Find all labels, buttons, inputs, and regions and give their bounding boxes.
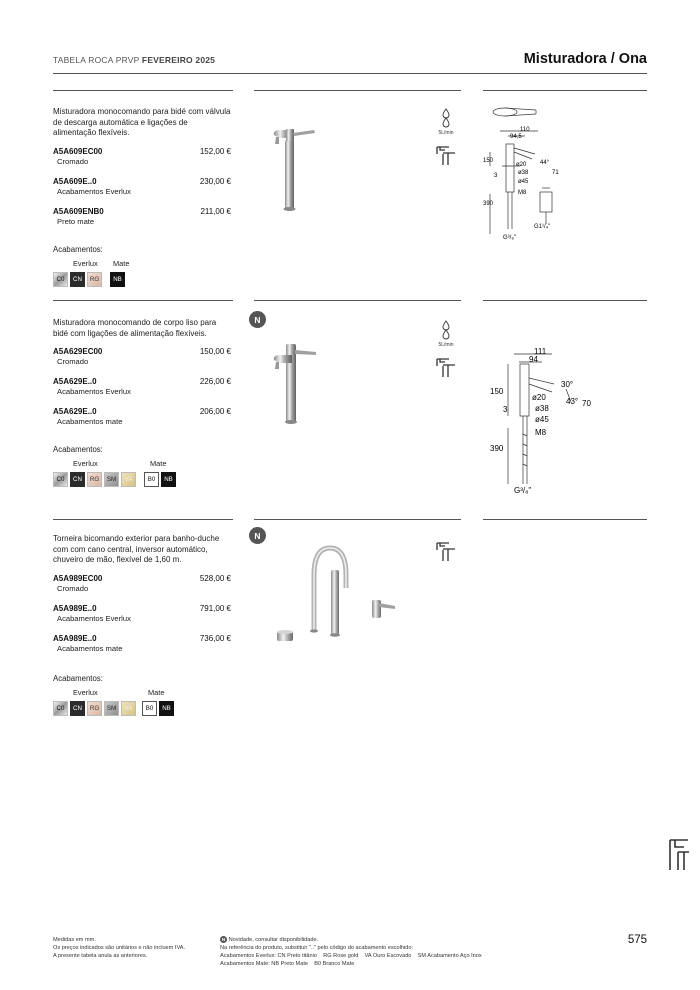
dim-diameter-38: ø38 <box>535 404 549 413</box>
dim-angle-44: 44° <box>540 160 550 166</box>
variant-code: A5A989EC00 <box>53 573 103 583</box>
doc-label: TABELA ROCA PRVP <box>53 55 140 65</box>
faucet-type-icon <box>435 356 457 378</box>
variant-row <box>53 634 233 656</box>
dim-angle-43: 43° <box>566 397 579 406</box>
variant-price: 736,00 € <box>199 633 231 643</box>
finish-groups <box>53 688 233 698</box>
footer-notes <box>53 936 185 960</box>
variant-code: A5A629E..0 <box>53 377 97 386</box>
faucet-type-icon <box>435 540 457 562</box>
footer-note: Os preços indicados são unitários e não incluem IVA. <box>53 945 186 951</box>
water-drops-icon <box>441 320 451 340</box>
doc-date: FEVEREIRO 2025 <box>141 55 216 65</box>
dim-thread-m8: M8 <box>518 190 527 196</box>
technical-drawing-1 <box>480 104 580 244</box>
swatch-list <box>53 472 233 487</box>
swatch-rg: RG <box>87 701 102 716</box>
section-rule-3b <box>254 519 461 520</box>
swatch-b0: B0 <box>142 701 157 716</box>
section-rule-1a <box>53 90 233 91</box>
dim-height-390: 390 <box>483 201 494 207</box>
flow-rate: 5L/min <box>438 342 454 348</box>
section-rule-2a <box>53 300 233 301</box>
group-everlux: Everlux <box>73 258 98 268</box>
footer-note: Medidas em mm. <box>53 937 96 943</box>
variant-code: A5A989E..0 <box>53 633 97 643</box>
product-1-image <box>264 118 324 213</box>
swatch-cn: CN <box>70 472 85 487</box>
faucet-type-icon <box>435 144 457 166</box>
variant-price: 230,00 € <box>199 176 231 186</box>
variant-row <box>53 347 233 369</box>
footer-legend-line: Novidade, consultar disponibilidade. <box>228 937 319 943</box>
variant-name: Acabamentos Everlux <box>57 613 131 623</box>
roca-logo-icon <box>668 838 690 872</box>
variant-code: A5A609EC00 <box>53 146 103 156</box>
dim-width-111: 111 <box>534 347 547 356</box>
swatch-b0: B0 <box>144 472 159 487</box>
dim-diameter-20: ø20 <box>532 393 546 402</box>
variant-row <box>53 147 233 169</box>
variant-row <box>53 407 233 429</box>
swatch-rg: RG <box>87 272 102 287</box>
product-description: Misturadora monocomando de corpo liso para bidé com ligações de alimentação flexíveis. <box>53 318 217 338</box>
footer-note: A presente tabela anula as anteriores. <box>53 953 148 959</box>
dim-width-94: 94,5 <box>510 134 522 140</box>
variant-price: 152,00 € <box>199 146 231 156</box>
footer-legend <box>220 936 482 968</box>
group-mate: Mate <box>113 258 130 268</box>
finish-groups <box>53 459 233 469</box>
variant-price: 528,00 € <box>199 573 231 583</box>
variant-code: A5A629E..0 <box>53 407 97 416</box>
finishes-label: Acabamentos: <box>53 673 103 683</box>
group-everlux: Everlux <box>73 687 98 697</box>
variant-name: Acabamentos mate <box>57 643 123 653</box>
product-2 <box>53 318 233 487</box>
variant-name: Cromado <box>57 583 89 593</box>
variant-name: Preto mate <box>57 216 95 226</box>
footer-legend-line: Acabamentos Mate: NB Preto Mate B0 Branco Mate <box>220 961 355 967</box>
swatch-va: VA <box>121 701 136 716</box>
variant-code: A5A629EC00 <box>53 347 103 356</box>
dim-offset-3: 3 <box>503 405 508 414</box>
dim-diameter-20: ø20 <box>516 162 527 168</box>
flow-rate: 5L/min <box>438 130 454 136</box>
variant-price: 791,00 € <box>199 603 231 613</box>
dim-angle-30: 30° <box>561 380 574 389</box>
swatch-list <box>53 272 233 287</box>
variant-row <box>53 207 233 229</box>
water-drops-icon <box>441 108 451 128</box>
swatch-rg: RG <box>87 472 102 487</box>
dim-thread-m8: M8 <box>535 428 547 437</box>
finishes-label: Acabamentos: <box>53 445 103 454</box>
novidade-badge: N <box>249 311 266 328</box>
technical-drawing-2 <box>486 344 596 496</box>
novidade-badge: N <box>249 527 266 544</box>
variant-name: Acabamentos mate <box>57 417 123 426</box>
dim-connection-g38: G³/₈" <box>503 235 516 241</box>
swatch-va: VA <box>121 472 136 487</box>
section-rule-1b <box>254 90 461 91</box>
dim-reach-70: 70 <box>582 399 591 408</box>
variant-code: A5A609E..0 <box>53 176 97 186</box>
swatch-c0: C0 <box>53 701 68 716</box>
dim-width-110: 110 <box>520 127 530 133</box>
swatch-sm: SM <box>104 472 119 487</box>
section-rule-1c <box>483 90 647 91</box>
dim-height-150: 150 <box>490 387 504 396</box>
footer-legend-line: Na referência do produto, substituir ".." pelo código do acabamento escolhido: <box>220 945 414 951</box>
dim-diameter-45: ø45 <box>535 415 549 424</box>
product-description: Misturadora monocomando para bidé com válvula de descarga automática e ligações de alimentação flexíveis. <box>53 107 231 137</box>
dim-width-94: 94 <box>529 355 538 364</box>
section-title: Misturadora / Ona <box>523 51 647 67</box>
product-1 <box>53 107 233 287</box>
dim-diameter-45: ø45 <box>518 179 529 185</box>
swatch-cn: CN <box>70 701 85 716</box>
footer-novidade-line <box>220 936 482 944</box>
dim-connection-g114: G1¹/₄" <box>534 224 551 230</box>
variant-name: Cromado <box>57 357 89 366</box>
product-3 <box>53 534 233 716</box>
product-3-image <box>270 540 400 650</box>
swatch-nb: NB <box>110 272 125 287</box>
swatch-nb: NB <box>159 701 174 716</box>
swatch-list <box>53 701 233 716</box>
page-number: 575 <box>627 934 647 946</box>
variant-row <box>53 177 233 199</box>
variant-code: A5A609ENB0 <box>53 206 104 216</box>
group-mate: Mate <box>150 459 167 468</box>
product-2-image <box>264 332 324 427</box>
dim-height-150: 150 <box>483 158 494 164</box>
dim-height-390: 390 <box>490 444 504 453</box>
dim-diameter-38: ø38 <box>518 170 529 176</box>
swatch-cn: CN <box>70 272 85 287</box>
header-rule <box>53 73 647 74</box>
variant-price: 206,00 € <box>199 407 231 416</box>
dim-connection-g38: G³/₈" <box>514 486 532 495</box>
section-rule-2c <box>483 300 647 301</box>
group-mate: Mate <box>148 687 165 697</box>
variant-code: A5A989E..0 <box>53 603 97 613</box>
flow-indicator <box>434 320 458 348</box>
section-rule-3c <box>483 519 647 520</box>
flow-indicator <box>434 108 458 136</box>
variant-name: Acabamentos Everlux <box>57 387 131 396</box>
section-rule-2b <box>254 300 461 301</box>
finish-groups <box>53 259 233 269</box>
section-rule-3a <box>53 519 233 520</box>
swatch-c0: C0 <box>53 472 68 487</box>
variant-name: Cromado <box>57 156 89 166</box>
variant-name: Acabamentos Everlux <box>57 186 131 196</box>
swatch-c0: C0 <box>53 272 68 287</box>
variant-price: 226,00 € <box>199 377 231 386</box>
group-everlux: Everlux <box>73 459 98 468</box>
variant-row <box>53 574 233 596</box>
finishes-label: Acabamentos: <box>53 244 103 254</box>
product-description: Torneira bicomando exterior para banho-duche com com cano central, inversor automático, chuveiro de mão, flexível de 1,60 m. <box>53 534 220 564</box>
variant-price: 211,00 € <box>200 206 231 216</box>
novidade-mini-badge: N <box>221 937 226 943</box>
document-label <box>53 55 215 65</box>
swatch-nb: NB <box>161 472 176 487</box>
dim-reach-71: 71 <box>552 170 559 176</box>
footer-legend-line: Acabamentos Everlux: CN Preto titânio RG Rose gold VA Ouro Escovado SM Acabamento Aço Inox <box>220 953 482 959</box>
variant-price: 150,00 € <box>199 347 231 356</box>
dim-offset-3: 3 <box>494 173 498 179</box>
variant-row <box>53 604 233 626</box>
variant-row <box>53 377 233 399</box>
swatch-sm: SM <box>104 701 119 716</box>
